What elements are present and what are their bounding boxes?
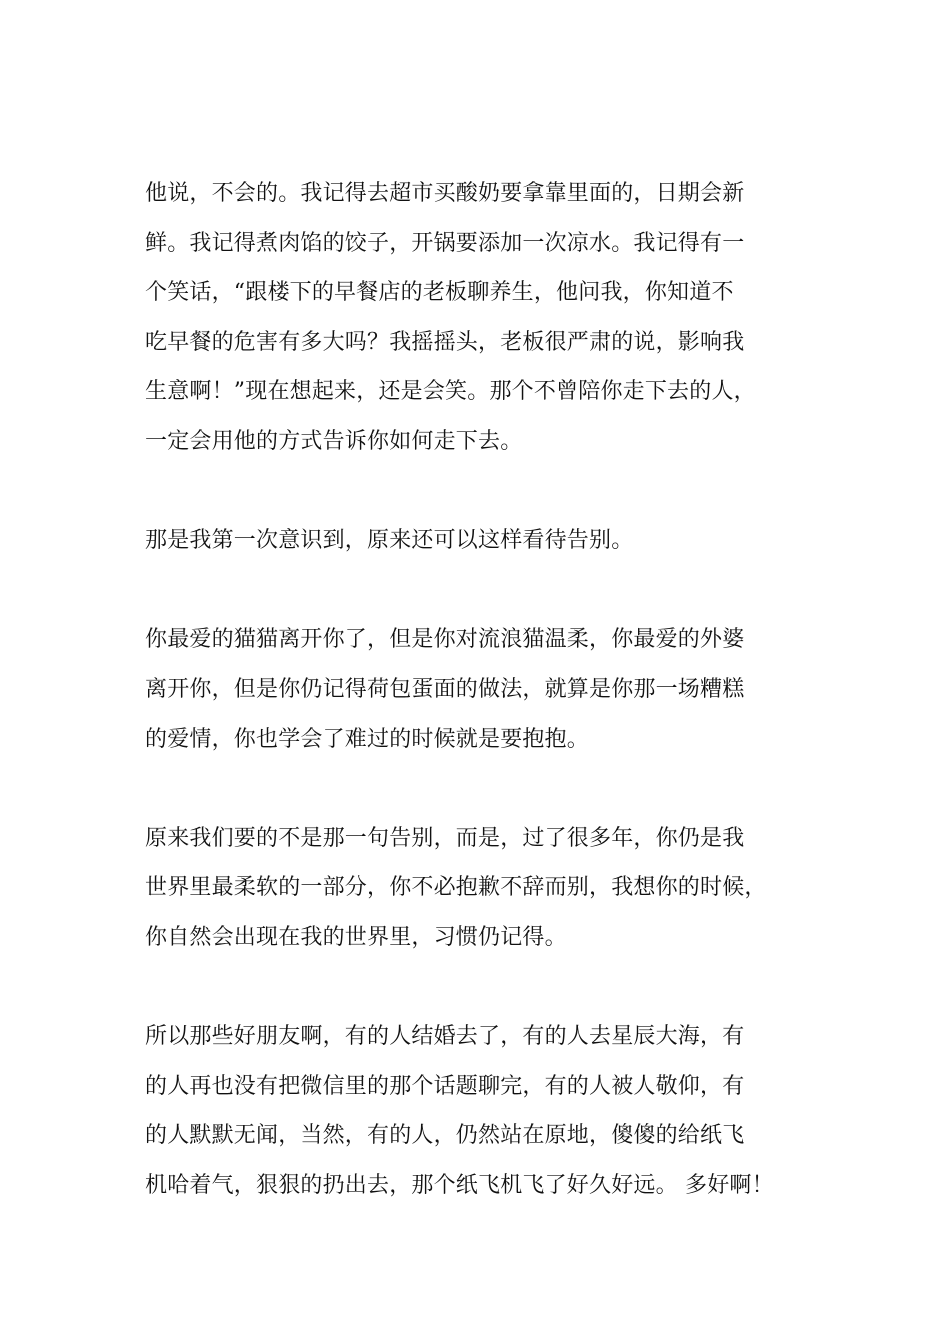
text-line: 的人默默无闻，当然，有的人，仍然站在原地，傻傻的给纸飞: [145, 1123, 745, 1149]
text-line: 机哈着气，狠狠的扔出去，那个纸飞机飞了好久好远。 多好啊！: [145, 1172, 774, 1198]
paragraph: [145, 615, 835, 764]
text-line: 离开你，但是你仍记得荷包蛋面的做法，就算是你那一场糟糕: [145, 676, 745, 702]
text-line: 生意啊！”现在想起来，还是会笑。那个不曾陪你走下去的人，: [145, 379, 756, 405]
text-line: 原来我们要的不是那一句告别，而是，过了很多年，你仍是我: [145, 825, 745, 851]
paragraph: [145, 516, 835, 566]
text-line: 的人再也没有把微信里的那个话题聊完，有的人被人敬仰，有: [145, 1073, 745, 1099]
document-body: [145, 169, 835, 1210]
paragraph: [145, 1012, 835, 1210]
paragraph: [145, 169, 835, 467]
paragraph-spacer: [145, 764, 835, 814]
text-line: 个笑话，“跟楼下的早餐店的老板聊养生，他问我，你知道不: [145, 280, 734, 306]
text-line: 所以那些好朋友啊，有的人结婚去了，有的人去星辰大海，有: [145, 1024, 745, 1050]
text-line: 你自然会出现在我的世界里，习惯仍记得。: [145, 924, 567, 950]
text-line: 你最爱的猫猫离开你了，但是你对流浪猫温柔，你最爱的外婆: [145, 627, 745, 653]
text-line: 的爱情，你也学会了难过的时候就是要抱抱。: [145, 726, 590, 752]
paragraph-spacer: [145, 566, 835, 616]
paragraph-spacer: [145, 963, 835, 1013]
text-line: 吃早餐的危害有多大吗？我摇摇头，老板很严肃的说，影响我: [145, 329, 745, 355]
text-line: 世界里最柔软的一部分，你不必抱歉不辞而别，我想你的时候，: [145, 875, 767, 901]
text-line: 一定会用他的方式告诉你如何走下去。: [145, 428, 523, 454]
text-line: 鲜。我记得煮肉馅的饺子，开锅要添加一次凉水。我记得有一: [145, 230, 745, 256]
text-line: 那是我第一次意识到，原来还可以这样看待告别。: [145, 528, 634, 554]
paragraph-spacer: [145, 467, 835, 517]
text-line: 他说，不会的。我记得去超市买酸奶要拿靠里面的，日期会新: [145, 181, 745, 206]
paragraph: [145, 814, 835, 963]
